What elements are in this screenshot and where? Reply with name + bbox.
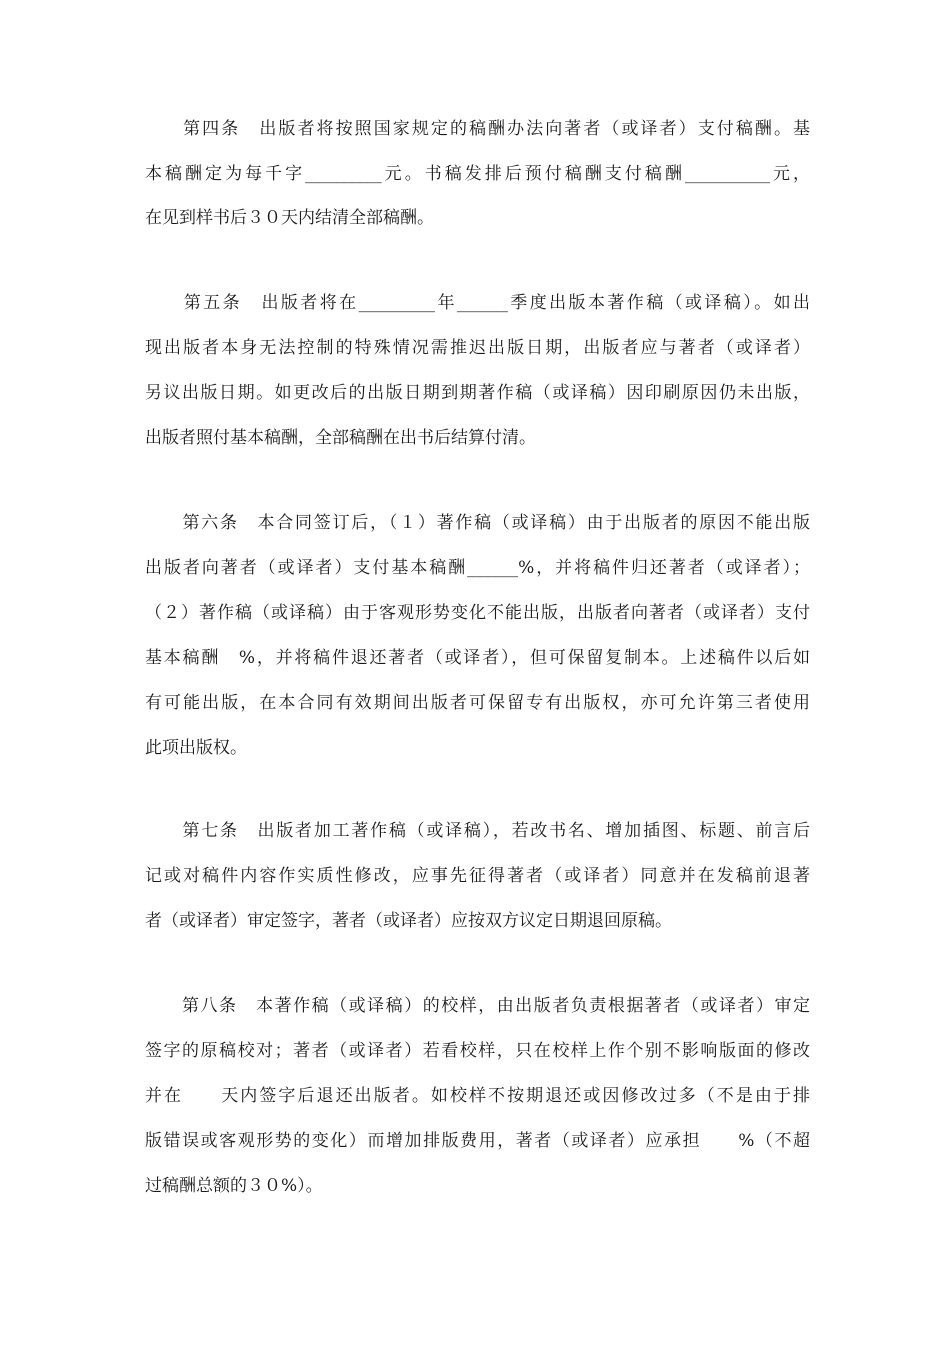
article-7-line-3: 者（或译者）审定签字，著者（或译者）应按双方议定日期退回原稿。 xyxy=(145,911,672,931)
article-4-line-1: 第四条 出版者将按照国家规定的稿酬办法向著者（或译者）支付稿酬。基 xyxy=(145,119,810,139)
article-5-line-1: 第五条 出版者将在_________年______季度出版本著作稿（或译稿）。如出 xyxy=(145,293,810,313)
article-6-line-3: （２）著作稿（或译稿）由于客观形势变化不能出版，出版者向著者（或译者）支付 xyxy=(145,603,810,623)
article-8-line-1: 第八条 本著作稿（或译稿）的校样，由出版者负责根据著者（或译者）审定 xyxy=(145,996,810,1016)
article-6-line-6: 此项出版权。 xyxy=(145,738,247,758)
article-7-line-2: 记或对稿件内容作实质性修改，应事先征得著者（或译者）同意并在发稿前退著 xyxy=(145,866,810,886)
article-5-line-2: 现出版者本身无法控制的特殊情况需推迟出版日期，出版者应与著者（或译者） xyxy=(145,338,810,358)
article-4-line-3: 在见到样书后３０天内结清全部稿酬。 xyxy=(145,208,434,228)
article-8-line-2: 签字的原稿校对；著者（或译者）若看校样，只在校样上作个别不影响版面的修改 xyxy=(145,1041,810,1061)
article-6-line-5: 有可能出版，在本合同有效期间出版者可保留专有出版权，亦可允许第三者使用 xyxy=(145,693,810,713)
article-8-line-5: 过稿酬总额的３０%）。 xyxy=(145,1176,323,1196)
article-6-line-4: 基本稿酬 %，并将稿件退还著者（或译者），但可保留复制本。上述稿件以后如 xyxy=(145,648,810,668)
article-8-line-4: 版错误或客观形势的变化）而增加排版费用，著者（或译者）应承担 %（不超 xyxy=(145,1131,810,1151)
article-5-line-4: 出版者照付基本稿酬，全部稿酬在出书后结算付清。 xyxy=(145,428,536,448)
article-6-line-1: 第六条 本合同签订后，（１）著作稿（或译稿）由于出版者的原因不能出版 xyxy=(145,513,810,533)
article-6-line-2: 出版者向著者（或译者）支付基本稿酬______%，并将稿件归还著者（或译者）； xyxy=(145,558,810,578)
article-7-line-1: 第七条 出版者加工著作稿（或译稿），若改书名、增加插图、标题、前言后 xyxy=(145,821,810,841)
article-5-line-3: 另议出版日期。如更改后的出版日期到期著作稿（或译稿）因印刷原因仍未出版， xyxy=(145,383,810,403)
article-4-line-2: 本稿酬定为每千字_________元。书稿发排后预付稿酬支付稿酬__________元， xyxy=(145,164,810,184)
article-8-line-3: 并在 天内签字后退还出版者。如校样不按期退还或因修改过多（不是由于排 xyxy=(145,1086,810,1106)
